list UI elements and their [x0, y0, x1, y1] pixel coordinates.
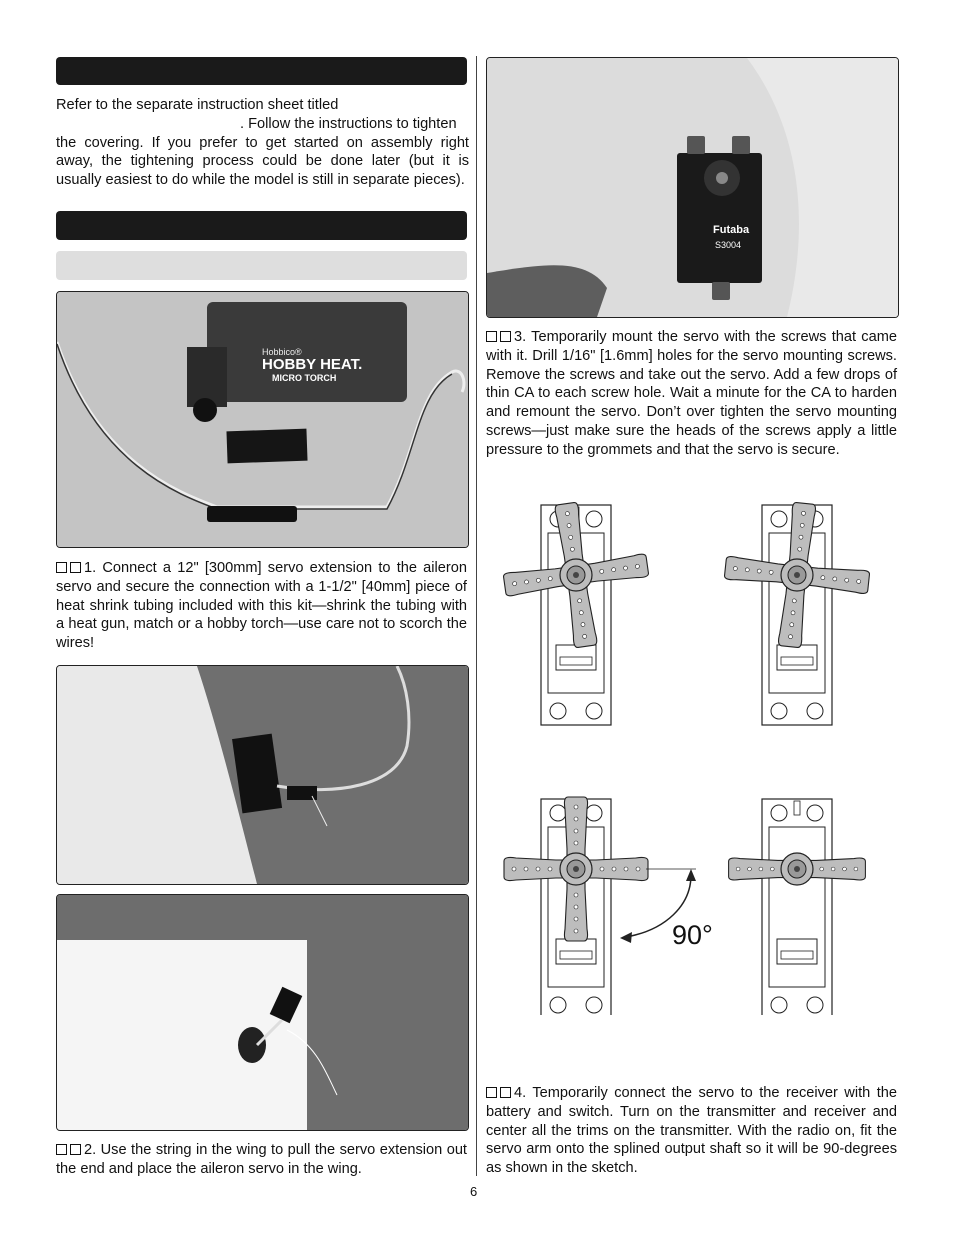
servo-brand-text: Futaba — [713, 224, 750, 236]
step-4-label: 4. Temporarily connect the servo to the receiver with the battery and switch. Turn on the transmitter and receiver and center all the trims on the transmitter. With the radio on, fit the servo arm onto the splined output shaft so it will be 90-degrees as shown in the sketch. — [486, 1085, 897, 1177]
intro-line-3: the covering. If you prefer to get started on assembly right away, the tightening process could be done later (but it is usually easiest to do while the model is still in separate pieces). — [56, 134, 469, 189]
photo-heat-torch — [56, 291, 469, 548]
checkbox-icon[interactable] — [70, 1144, 81, 1155]
step-3-text — [486, 328, 897, 460]
section-header-bar-2 — [56, 211, 467, 240]
photo-wing-string — [56, 894, 469, 1131]
checkbox-icon[interactable] — [486, 331, 497, 342]
photo-servo-mounted — [486, 57, 899, 318]
page-number: 6 — [470, 1184, 478, 1199]
intro-line-1: Refer to the separate instruction sheet titled — [56, 97, 339, 113]
torch-product-text: HOBBY HEAT. — [262, 356, 363, 373]
intro-paragraph — [56, 96, 469, 190]
angle-label: 90° — [672, 920, 713, 950]
checkbox-icon[interactable] — [56, 562, 67, 573]
column-divider — [476, 56, 477, 1176]
checkbox-icon[interactable] — [500, 1087, 511, 1098]
torch-brand-text: Hobbico® — [262, 347, 302, 357]
torch-sub-text: MICRO TORCH — [272, 373, 337, 383]
step-3-label: 3. Temporarily mount the servo with the screws that came with it. Drill 1/16" [1.6mm] holes for the servo mounting screws. Remove the screws and take out the servo. Add a few drops of thin CA to each screw hole. Wait a minute for the CA to harden and remount the servo. Don’t over tighten the servo mounting screws—just make sure the heads of the screws apply a little pressure to the grommets and that the servo is secure. — [486, 329, 897, 458]
step-1-label: 1. Connect a 12" [300mm] servo extension to the aileron servo and secure the connection with a 1-1/2" [40mm] piece of heat shrink tubing included with this kit—shrink the tubing with a heat gun, match or a hobby torch—use care not to scorch the wires! — [56, 560, 467, 652]
intro-line-2: . Follow the instructions to tighten — [240, 115, 457, 132]
servo-model-text: S3004 — [715, 240, 742, 250]
step-1-text — [56, 559, 467, 653]
servo-arm-diagram — [486, 495, 897, 1015]
photo-wing-servo — [56, 665, 469, 885]
step-2-text — [56, 1141, 467, 1179]
subsection-header-bar — [56, 251, 467, 280]
step-4-text — [486, 1084, 897, 1178]
section-header-bar-1 — [56, 57, 467, 85]
step-2-label: 2. Use the string in the wing to pull the servo extension out the end and place the aileron servo in the wing. — [56, 1142, 467, 1177]
checkbox-icon[interactable] — [500, 331, 511, 342]
checkbox-icon[interactable] — [56, 1144, 67, 1155]
checkbox-icon[interactable] — [70, 562, 81, 573]
checkbox-icon[interactable] — [486, 1087, 497, 1098]
